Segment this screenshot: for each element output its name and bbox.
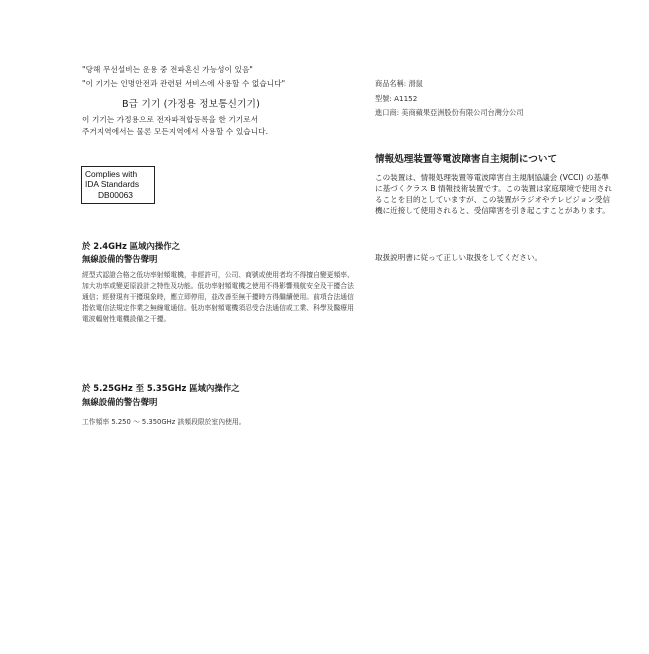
korean-body-line-2: 주거지역에서는 물론 모든지역에서 사용할 수 있습니다.	[82, 127, 269, 136]
ida-line-1: Complies with	[85, 169, 138, 179]
taiwan-525ghz-heading-2: 無線設備的警告聲明	[82, 397, 158, 407]
product-importer: 進口商: 美商蘋果亞洲股份有限公司台灣分公司	[375, 108, 524, 117]
taiwan-24ghz-heading-1: 於 2.4GHz 區域內操作之	[82, 241, 181, 251]
ida-line-3: DB00063	[98, 189, 133, 200]
korean-body-line-1: 이 기기는 가정용으로 전자파적합등록을 한 기기로서	[82, 115, 259, 124]
product-model: 型號: A1152	[375, 94, 418, 103]
taiwan-525ghz-body: 工作頻率 5.250 ～ 5.350GHz 該頻段限於室內使用。	[82, 418, 246, 426]
ida-line-2: IDA Standards	[85, 179, 140, 190]
product-name: 商品名稱: 滑鼠	[375, 79, 423, 88]
ida-compliance-box	[81, 166, 155, 204]
korean-notice-line-1: "당해 무선설비는 운용 중 전파혼신 가능성이 있음"	[82, 65, 253, 74]
taiwan-24ghz-heading-2: 無線設備的警告聲明	[82, 254, 158, 264]
korean-class-b-title: B급 기기 (가정용 정보통신기기)	[122, 99, 261, 110]
japan-vcci-heading: 情報処理装置等電波障害自主規制について	[375, 154, 558, 165]
taiwan-24ghz-body: 經型式認證合格之低功率射頻電機，非經許可，公司、商號或使用者均不得擅自變更頻率、加大功率或變更原設計之特性及功能。低功率射頻電機之使用不得影響飛航安全及干擾合法通信；經發現有干擾現象時，應立即停用，並改善至無干擾時方得繼續使用。前項合法通信指依電信法規定作業之無線電通信。低功率射頻電機須忍受合法通信或工業、科學及醫療用電波輻射性電機設備之干擾。	[82, 271, 354, 323]
korean-notice-line-2: "이 기기는 인명안전과 관련된 서비스에 사용할 수 없습니다"	[82, 79, 286, 88]
japan-vcci-body: この装置は、情報処理装置等電波障害自主規制協議会 (VCCI) の基準に基づくクラス B 情報技術装置です。この装置は家庭環境で使用されることを目的としていますが、この装置がラジオやテレビジョン受信機に近接して使用されると、受信障害を引き起こすことがあります。	[375, 173, 613, 215]
taiwan-525ghz-heading-1: 於 5.25GHz 至 5.35GHz 區域內操作之	[82, 383, 240, 393]
japan-vcci-note: 取扱説明書に従って正しい取扱をしてください。	[375, 253, 543, 262]
